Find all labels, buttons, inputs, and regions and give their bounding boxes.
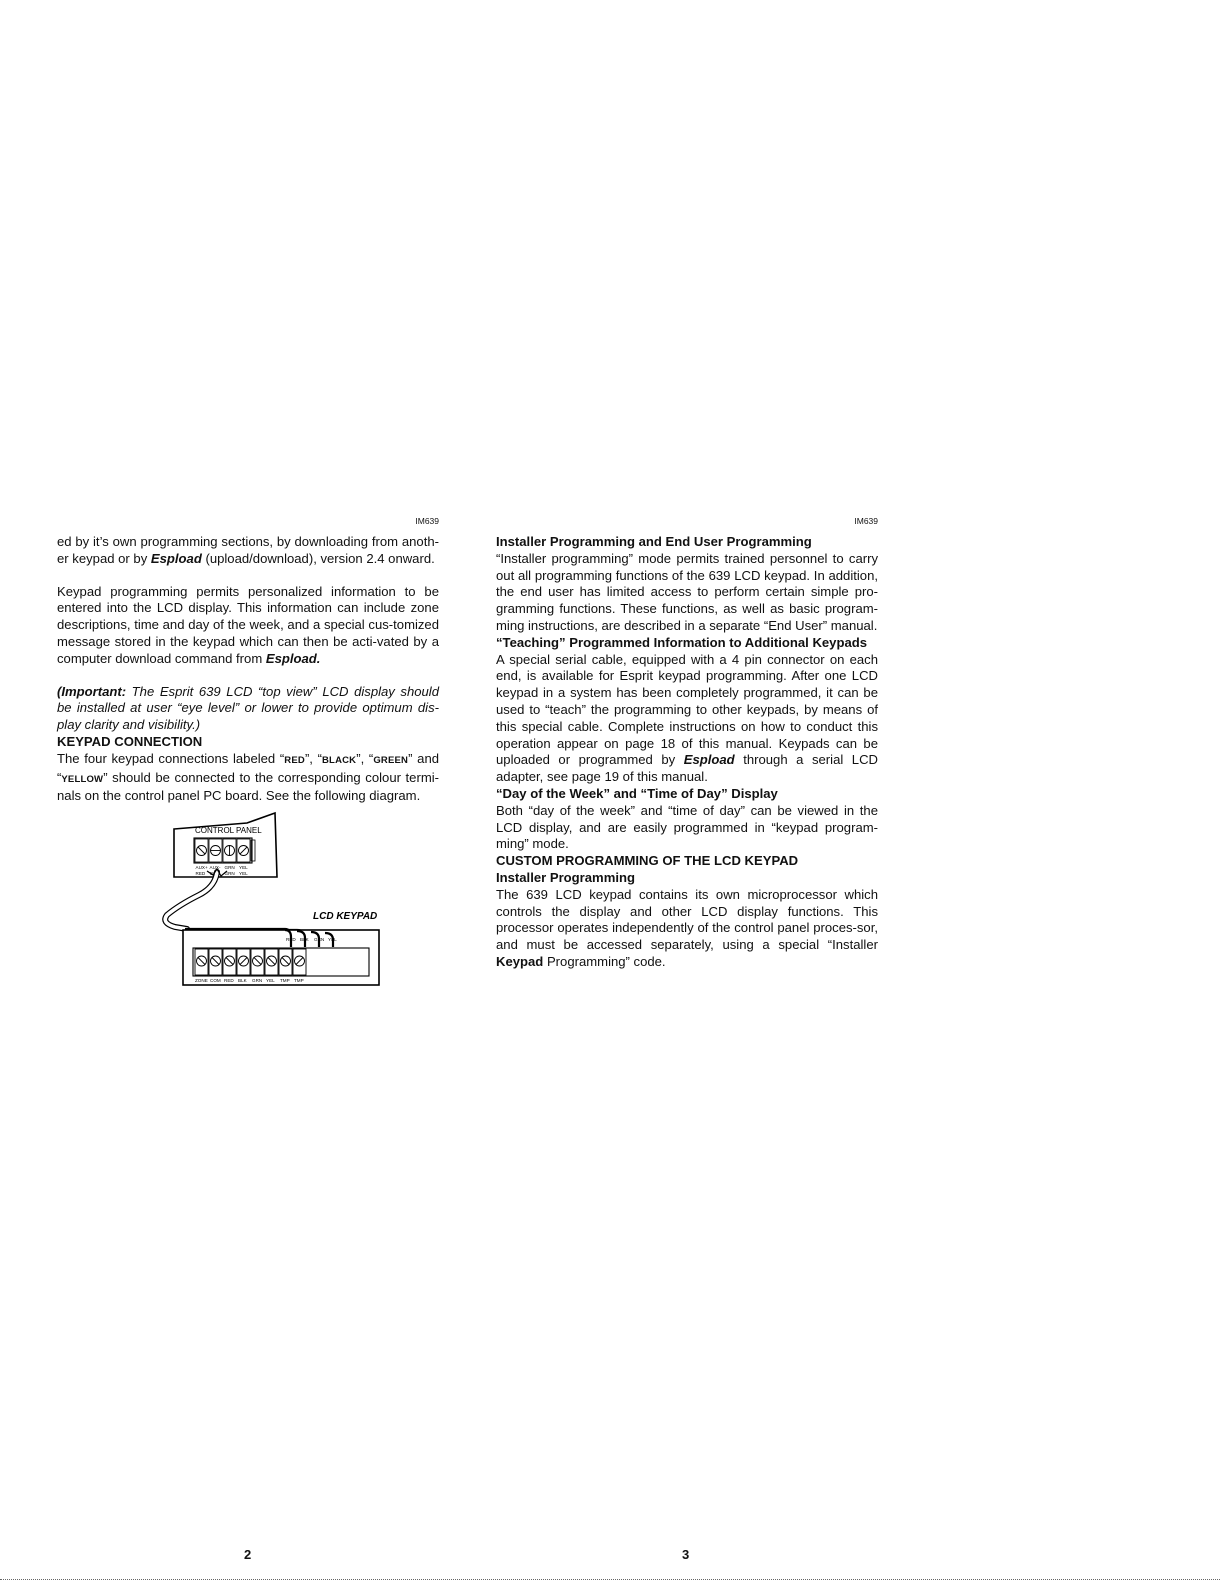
wiring-diagram — [157, 809, 437, 989]
paragraph-intro: ed by it’s own programming sections, by downloading from anoth-er keypad or by Espload (upload/download), version 2.4 onward. — [57, 534, 439, 566]
right-page-content — [496, 534, 878, 971]
heading-custom-programming: CUSTOM PROGRAMMING OF THE LCD KEYPAD — [496, 853, 799, 869]
svg-text:ZONE: ZONE — [195, 978, 208, 983]
bottom-edge-rule — [0, 1579, 1220, 1581]
paragraph-day-time: Both “day of the week” and “time of day” can be viewed in the LCD display, and are easily programmed in “keypad program-ming” mode. — [496, 802, 878, 852]
svg-text:AUX-: AUX- — [209, 865, 221, 870]
svg-text:RED: RED — [195, 871, 206, 876]
paragraph-installer-programming: “Installer programming” mode permits trained personnel to carry out all programming functions of the 639 LCD keypad. In addition, the end user has limited access to perform certain simple pro-gramming functions. These functions, as well as basic program-ming instructions, are described in a separate “End User” manual. — [496, 550, 878, 633]
paragraph-teaching: A special serial cable, equipped with a 4 pin connector on each end, is available for Esprit keypad programming. After one LCD keypad in a system has been completely programmed, it can be used to “teach” the programming to other keypads, by means of this special cable. Complete instructions on how to conduct this operation appear on page 18 of this manual. Keypads can be uploaded or programmed by Espload through a serial LCD adapter, see page 19 of this manual. — [496, 651, 878, 785]
lcd-keypad-label: LCD KEYPAD — [313, 911, 378, 922]
keypad-connection-heading: KEYPAD CONNECTION — [57, 733, 203, 749]
svg-text:TMP: TMP — [294, 978, 304, 983]
page-number: 3 — [682, 1547, 690, 1562]
espload-name: Espload. — [265, 650, 321, 666]
subheading-installer-programming: Installer Programming — [496, 869, 635, 885]
heading-teaching: “Teaching” Programmed Information to Additional Keypads — [496, 634, 868, 650]
svg-text:GRN: GRN — [224, 871, 235, 876]
svg-text:YEL: YEL — [239, 871, 248, 876]
svg-text:TMP: TMP — [280, 978, 290, 983]
svg-text:GRN: GRN — [252, 978, 263, 983]
heading-day-time: “Day of the Week” and “Time of Day” Display — [496, 785, 778, 801]
svg-text:YEL: YEL — [239, 865, 248, 870]
svg-text:GRN: GRN — [224, 865, 235, 870]
svg-text:BLK: BLK — [238, 978, 247, 983]
svg-text:GRN: GRN — [314, 937, 325, 942]
paragraph-keypad-programming: Keypad programming permits personalized information to be entered into the LCD display. This information can include zone descriptions, time and day of the week, and a special cus-tomized message stored in the keypad which can then be acti-vated by a computer download command from Espload. — [57, 583, 439, 666]
cable-inner — [165, 872, 217, 929]
page-number: 2 — [244, 1547, 252, 1562]
svg-text:YEL: YEL — [328, 937, 337, 942]
keypad-bold: Keypad — [496, 953, 544, 969]
doc-code: IM639 — [415, 516, 439, 526]
heading-installer-end-user: Installer Programming and End User Programming — [496, 534, 812, 549]
svg-text:YEL: YEL — [266, 978, 275, 983]
svg-text:AUX+: AUX+ — [195, 865, 208, 870]
espload-name: Espload — [150, 550, 202, 566]
svg-text:COM: COM — [210, 978, 221, 983]
important-note: (Important: The Esprit 639 LCD “top view” LCD display should be installed at user “eye level” or lower to provide optimum dis-play clarity and visibility.) — [57, 683, 439, 733]
wiring-diagram-svg — [157, 809, 437, 989]
doc-code: IM639 — [854, 516, 878, 526]
svg-text:BLK: BLK — [300, 937, 309, 942]
paragraph-connection: The four keypad connections labeled “RED”, “BLACK”, “GREEN” and “YELLOW” should be connected to the corresponding colour termi-nals on the control panel PC board. See the following diagram. — [57, 750, 440, 804]
paragraph-microprocessor: The 639 LCD keypad contains its own microprocessor which controls the display and other LCD display functions. This processor operates independently of the control panel proces-sor, and must be accessed separately, using a special “Installer Keypad Programming” code. — [496, 886, 878, 969]
svg-text:RED: RED — [224, 978, 234, 983]
left-page-content — [57, 534, 439, 805]
svg-text:BLK: BLK — [210, 871, 219, 876]
control-panel-label: CONTROL PANEL — [195, 826, 262, 835]
espload-name: Espload — [683, 752, 735, 768]
svg-text:RED: RED — [286, 937, 296, 942]
important-label: (Important: — [57, 683, 127, 699]
